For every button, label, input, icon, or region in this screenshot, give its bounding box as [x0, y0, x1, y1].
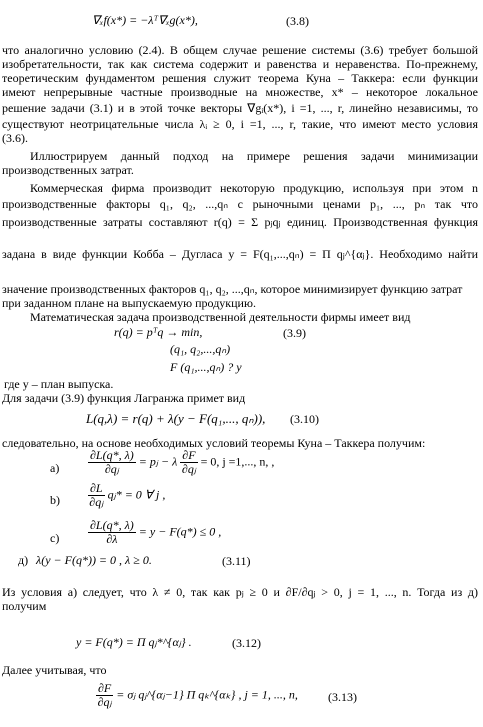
text-line: Для задачи (3.9) функция Лагранжа примет вид [2, 391, 246, 405]
text-line: задана в виде функции Кобба – Дугласа y = F(q₁,...,qₙ) = Π qⱼ^{αⱼ}. Необходимо найти [2, 247, 478, 261]
equation-number: (3.11) [222, 554, 251, 568]
text-line: следовательно, на основе необходимых условий теоремы Куна – Таккера получим: [2, 436, 426, 450]
condition-c-tail: = y − F(q*) ≤ 0 , [138, 524, 222, 539]
condition-d: λ(y − F(q*)) = 0 , λ ≥ 0. [36, 553, 152, 567]
equation-line: r(q) = pᵀq → min, [114, 325, 203, 339]
condition-label: д) [18, 553, 29, 567]
text-line: значение производственных факторов q₁, q₂, ...,qₙ, которое минимизирует функцию затрат [2, 282, 463, 296]
text-line: где y – план выпуска. [4, 377, 114, 391]
text-line: производственных затрат. [2, 163, 134, 177]
equation-3-10: L(q,λ) = r(q) + λ(y − F(q₁,..., qₙ)), [86, 411, 266, 426]
condition-a-tail: = 0, j =1,..., n, , [200, 454, 275, 469]
equation-number: (3.8) [286, 14, 309, 28]
text-line: получим [2, 599, 47, 613]
text-line: Иллюстрируем данный подход на примере решения задачи минимизации [30, 149, 478, 163]
condition-b-tail: qⱼ* = 0 ∀ j , [107, 487, 166, 502]
text-line: (3.6). [2, 131, 28, 145]
equation-3-13: $\frac{\partial F}{\text{∂qⱼ}}$ = σⱼ qⱼ^{αⱼ−1} Π qₖ^{αₖ} , j = 1, ..., n, [97, 681, 298, 709]
condition-label: c) [50, 531, 60, 545]
equation-number: (3.13) [328, 690, 357, 704]
text-line: что аналогично условию (2.4). В общем случае решение системы (3.6) требует большой [2, 43, 478, 57]
equation-line: (q₁, q₂,...,qₙ) [170, 342, 231, 356]
equation-number: (3.9) [283, 326, 306, 340]
text-line: существуют неотрицательные числа λᵢ ≥ 0, i =1, ..., r, такие, что имеют место условия [2, 117, 478, 131]
equation-3-8: ∇ₓf(x*) = −λᵀ∇ₓg(x*), [92, 13, 198, 27]
condition-label: а) [50, 461, 60, 475]
text-line: имеют непрерывные частные производные на множестве, x* – некоторое локальное [2, 85, 478, 99]
condition-a: $\frac{\partial L(q*, \lambda)}{\text{∂qⱼ}}$ = pⱼ − λ $\frac{\partial F}{\text{∂qⱼ}}$ = 0, j =1,..., n, , [90, 448, 275, 476]
text-line: при заданном плане на выпускаемую продукцию. [2, 296, 256, 310]
condition-label: b) [50, 493, 60, 507]
equation-line: F (q₁,...,qₙ) ? y [170, 360, 242, 374]
text-line: Коммерческая фирма производит некоторую продукцию, используя при этом n [30, 181, 478, 195]
condition-b: $\frac{\partial L}{\text{∂qⱼ}}$ qⱼ* = 0 ∀ j , [89, 481, 166, 509]
equation-number: (3.12) [232, 636, 261, 650]
equation-number: (3.10) [290, 412, 319, 426]
text-line: Далее учитывая, что [2, 663, 107, 677]
equation-3-12: y = F(q*) = Π qⱼ*^{αⱼ} . [76, 635, 192, 649]
text-line: Математическая задача производственной деятельности фирмы имеет вид [30, 310, 411, 324]
text-line: производственные затраты составляют r(q) = Σ pⱼqⱼ единиц. Производственная функция [2, 215, 478, 229]
condition-c: $\frac{\partial L(q*, \lambda)}{\partial\lambda}$ = y − F(q*) ≤ 0 , [90, 518, 222, 546]
text-line: изобретательности, так как система содержит и равенства и неравенства. По-прежнему, [2, 57, 478, 71]
text-line: Из условия а) следует, что λ ≠ 0, так как pⱼ ≥ 0 и ∂F/∂qⱼ > 0, j = 1, ..., n. Тогда из д) [2, 585, 478, 599]
text-line: производственные факторы q₁, q₂, ...,qₙ с рыночными ценами p₁, ..., pₙ так что [2, 197, 478, 211]
text-line: решение задачи (3.1) и в этой точке векторы ∇gᵢ(x*), i =1, ..., r, линейно независимы, то [2, 101, 478, 115]
equation-3-13-tail: = σⱼ qⱼ^{αⱼ−1} Π qₖ^{αₖ} , j = 1, ..., n, [116, 687, 298, 702]
text-line: теоретическим фундаментом решения служит теорема Куна – Таккера: если функции [2, 71, 478, 85]
